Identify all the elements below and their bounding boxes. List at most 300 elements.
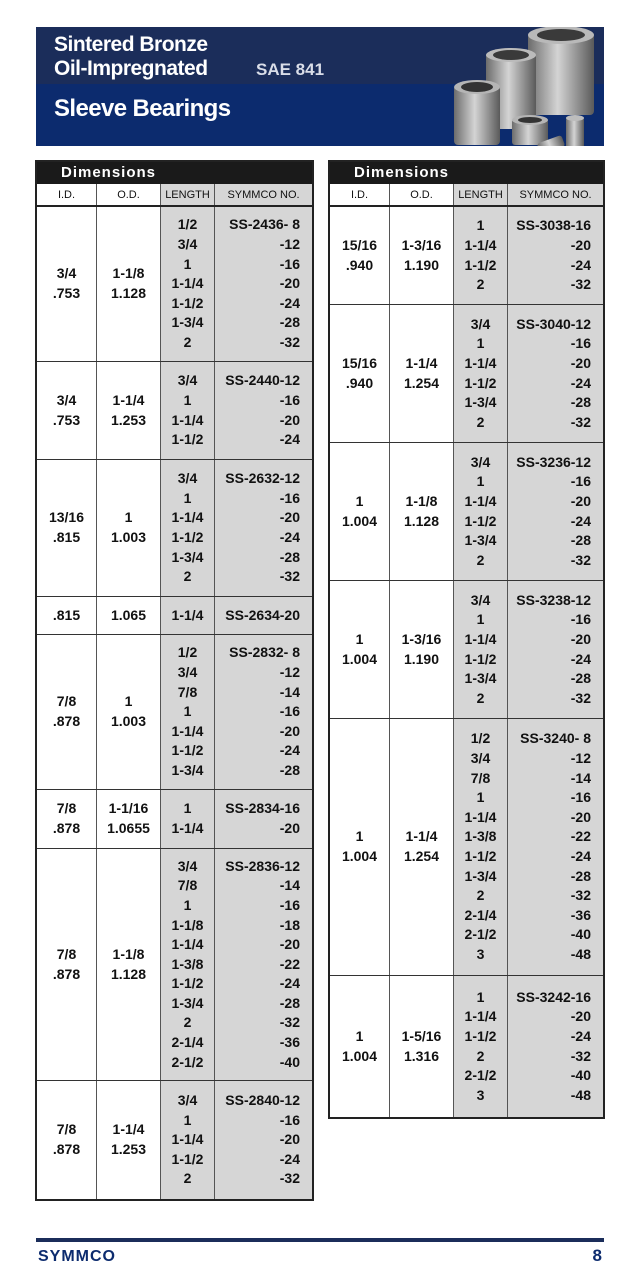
- od-cell: [390, 305, 454, 442]
- title-line-2: Oil-Impregnated: [54, 57, 208, 80]
- length-cell-value: 7/8: [177, 683, 198, 700]
- symmco-cell-value: -18: [279, 916, 300, 933]
- id-cell: [37, 362, 97, 459]
- od-cell: [97, 1081, 161, 1199]
- symmco-cell: [508, 719, 603, 975]
- length-cell-value: 3/4: [177, 236, 198, 253]
- symmco-cell-value: -48: [570, 1086, 591, 1103]
- length-cell-value: 3/4: [177, 470, 198, 487]
- symmco-cell-value: -20: [279, 411, 300, 428]
- title-line-1: Sintered Bronze: [54, 33, 208, 56]
- id-cell-value: 7/8: [56, 945, 77, 962]
- symmco-cell-value: -28: [279, 314, 300, 331]
- symmco-cell-value: -32: [570, 1047, 591, 1064]
- table-row: [37, 207, 312, 362]
- length-cell-value: 7/8: [177, 877, 198, 894]
- length-cell-value: 3/4: [177, 372, 198, 389]
- table-row: [330, 305, 603, 443]
- od-cell-value: 1.316: [403, 1047, 440, 1064]
- length-cell-value: 2: [476, 689, 485, 706]
- length-cell: [454, 976, 508, 1117]
- length-cell-value: 2: [183, 333, 192, 350]
- length-cell-value: 3/4: [470, 750, 491, 767]
- length-cell-value: 1/2: [177, 216, 198, 233]
- od-cell-value: 1-3/16: [401, 630, 442, 647]
- length-cell-value: 1-1/4: [171, 411, 204, 428]
- symmco-cell-value: -32: [570, 276, 591, 293]
- column-header-symmco: SYMMCO NO.: [508, 184, 603, 205]
- length-cell-value: 1: [476, 789, 485, 806]
- od-cell-value: 1.065: [110, 606, 147, 623]
- length-cell-value: 1-1/4: [464, 354, 497, 371]
- length-cell-value: 1-3/8: [464, 828, 497, 845]
- od-cell-value: 1.003: [110, 713, 147, 729]
- length-cell-value: 1-1/4: [171, 722, 204, 739]
- symmco-cell: [215, 362, 312, 459]
- id-cell-value: .815: [52, 606, 81, 623]
- symmco-cell: [508, 976, 603, 1117]
- length-cell-value: 1-3/4: [464, 532, 497, 549]
- length-cell: [454, 207, 508, 304]
- id-cell: [330, 581, 390, 718]
- od-cell-value: 1.254: [403, 374, 440, 391]
- symmco-cell: [215, 460, 312, 596]
- od-cell-value: 1-1/8: [405, 492, 438, 509]
- id-cell-value: 1: [355, 492, 364, 509]
- symmco-cell-value: -16: [279, 1111, 300, 1128]
- length-cell-value: 1-1/2: [171, 975, 204, 992]
- length-cell-value: 1: [183, 489, 192, 506]
- length-cell-value: 1-1/2: [171, 431, 204, 448]
- symmco-cell-value: -24: [570, 374, 591, 391]
- length-cell-value: 1: [183, 703, 192, 720]
- footer-brand: SYMMCO: [38, 1248, 116, 1265]
- id-cell: [330, 976, 390, 1117]
- length-cell-value: 1-1/4: [171, 606, 204, 623]
- length-cell-value: 3/4: [470, 315, 491, 332]
- od-cell-value: 1.253: [110, 1141, 147, 1157]
- column-header-length: LENGTH: [454, 184, 508, 205]
- id-cell-value: 3/4: [56, 265, 77, 282]
- od-cell: [390, 443, 454, 580]
- symmco-cell-value: -14: [279, 877, 300, 894]
- od-cell-value: 1.190: [403, 256, 440, 273]
- symmco-cell-value: -32: [279, 568, 300, 585]
- length-cell-value: 1-3/4: [464, 670, 497, 687]
- length-cell-value: 1-1/4: [171, 820, 204, 836]
- footer-rule: [36, 1238, 604, 1242]
- symmco-cell-value: -32: [570, 413, 591, 430]
- table-row: [330, 207, 603, 305]
- symmco-cell-value: -28: [570, 532, 591, 549]
- symmco-cell-value: -24: [570, 650, 591, 667]
- length-cell-value: 3/4: [470, 591, 491, 608]
- table-body: [330, 207, 603, 1117]
- symmco-cell-value: SS-3238-12: [516, 591, 591, 608]
- length-cell: [161, 460, 215, 596]
- header-banner: [36, 27, 604, 146]
- table-row: [330, 443, 603, 581]
- length-cell-value: 2: [476, 887, 485, 904]
- symmco-cell-value: SS-3240- 8: [520, 730, 591, 747]
- symmco-cell-value: SS-2834-16: [225, 800, 300, 817]
- length-cell-value: 1-1/8: [171, 916, 204, 933]
- table-row: [37, 635, 312, 790]
- symmco-cell-value: -32: [570, 551, 591, 568]
- length-cell-value: 2: [183, 568, 192, 585]
- bushings-photo-icon: [434, 27, 604, 146]
- od-cell-value: 1.128: [110, 285, 147, 301]
- symmco-cell: [215, 790, 312, 848]
- od-cell-value: 1.128: [110, 965, 147, 982]
- symmco-cell-value: -20: [570, 630, 591, 647]
- length-cell-value: 3/4: [177, 664, 198, 681]
- length-cell-value: 2-1/2: [464, 1067, 497, 1084]
- length-cell: [454, 581, 508, 718]
- symmco-cell-value: -20: [570, 236, 591, 253]
- id-cell-value: .753: [52, 285, 81, 301]
- table-title: Dimensions: [37, 162, 312, 184]
- symmco-cell-value: -20: [279, 509, 300, 526]
- symmco-cell-value: -28: [570, 670, 591, 687]
- symmco-cell-value: -24: [279, 431, 300, 448]
- symmco-cell-value: SS-2634-20: [225, 606, 300, 623]
- od-cell: [390, 581, 454, 718]
- od-cell-value: 1.003: [110, 529, 147, 545]
- length-cell-value: 2-1/4: [464, 906, 497, 923]
- symmco-cell-value: -22: [279, 955, 300, 972]
- column-headers: [37, 184, 312, 207]
- length-cell: [161, 849, 215, 1080]
- id-cell-value: 3/4: [56, 391, 77, 408]
- symmco-cell: [508, 207, 603, 304]
- id-cell: [330, 305, 390, 442]
- length-cell-value: 1-1/4: [464, 630, 497, 647]
- column-header-symmco: SYMMCO NO.: [215, 184, 312, 205]
- symmco-cell-value: -32: [570, 689, 591, 706]
- od-cell: [97, 635, 161, 789]
- od-cell-value: 1-5/16: [401, 1027, 442, 1044]
- symmco-cell-value: -14: [570, 769, 591, 786]
- length-cell-value: 2: [183, 1170, 192, 1187]
- id-cell-value: 1: [355, 828, 364, 845]
- od-cell: [97, 597, 161, 634]
- length-cell-value: 3: [476, 1086, 485, 1103]
- symmco-cell-value: -12: [570, 750, 591, 767]
- symmco-cell-value: SS-3040-12: [516, 315, 591, 332]
- table-row: [330, 581, 603, 719]
- symmco-cell-value: -28: [279, 548, 300, 565]
- length-cell-value: 1: [183, 800, 192, 817]
- od-cell: [97, 207, 161, 361]
- od-cell: [390, 719, 454, 975]
- od-cell-value: 1-1/8: [112, 945, 145, 962]
- symmco-cell-value: -16: [279, 896, 300, 913]
- id-cell: [330, 719, 390, 975]
- id-cell: [37, 849, 97, 1080]
- symmco-cell: [508, 443, 603, 580]
- symmco-cell-value: -24: [279, 529, 300, 545]
- symmco-cell: [215, 597, 312, 634]
- id-cell-value: 15/16: [341, 236, 378, 253]
- symmco-cell-value: -16: [279, 391, 300, 408]
- symmco-cell-value: -32: [279, 1170, 300, 1187]
- symmco-cell-value: -16: [279, 255, 300, 272]
- symmco-cell-value: -24: [279, 1150, 300, 1167]
- length-cell-value: 2: [476, 551, 485, 568]
- length-cell-value: 1-3/4: [171, 314, 204, 331]
- length-cell-value: 2-1/2: [464, 926, 497, 943]
- id-cell-value: 7/8: [56, 693, 77, 710]
- id-cell-value: .878: [52, 820, 81, 836]
- symmco-cell-value: -36: [279, 1034, 300, 1051]
- length-cell: [161, 207, 215, 361]
- symmco-cell-value: -22: [570, 828, 591, 845]
- length-cell-value: 1-1/4: [464, 492, 497, 509]
- length-cell-value: 1-1/4: [171, 275, 204, 292]
- symmco-cell-value: -20: [570, 808, 591, 825]
- length-cell-value: 1-1/2: [464, 256, 497, 273]
- length-cell-value: 1-1/4: [464, 236, 497, 253]
- length-cell-value: 2: [476, 276, 485, 293]
- length-cell-value: 1/2: [177, 644, 198, 661]
- symmco-cell-value: SS-2840-12: [225, 1092, 300, 1109]
- symmco-cell: [215, 207, 312, 361]
- length-cell-value: 1-1/4: [464, 808, 497, 825]
- id-cell-value: .940: [345, 374, 374, 391]
- od-cell-value: 1-1/16: [108, 800, 149, 817]
- symmco-cell: [215, 849, 312, 1080]
- id-cell: [330, 443, 390, 580]
- symmco-cell-value: -32: [279, 333, 300, 350]
- length-cell-value: 1-1/2: [171, 742, 204, 759]
- length-cell-value: 3/4: [177, 1092, 198, 1109]
- length-cell-value: 1-3/4: [171, 761, 204, 778]
- length-cell-value: 1: [183, 255, 192, 272]
- length-cell-value: 2-1/4: [171, 1034, 204, 1051]
- length-cell-value: 1-1/2: [171, 294, 204, 311]
- length-cell-value: 1: [183, 1111, 192, 1128]
- length-cell-value: 1-3/4: [464, 867, 497, 884]
- symmco-cell-value: -40: [279, 1053, 300, 1070]
- od-cell-value: 1.0655: [107, 820, 150, 836]
- symmco-cell-value: SS-2632-12: [225, 470, 300, 487]
- length-cell-value: 1: [476, 611, 485, 628]
- symmco-cell-value: -24: [279, 975, 300, 992]
- od-cell-value: 1-1/4: [405, 354, 438, 371]
- table-row: [37, 597, 312, 635]
- id-cell: [37, 790, 97, 848]
- length-cell: [161, 790, 215, 848]
- symmco-cell: [508, 581, 603, 718]
- symmco-cell-value: -28: [570, 867, 591, 884]
- symmco-cell-value: -16: [570, 789, 591, 806]
- length-cell-value: 1-1/2: [171, 529, 204, 545]
- id-cell-value: 1.004: [341, 512, 378, 529]
- length-cell-value: 1-3/4: [464, 394, 497, 411]
- od-cell: [390, 207, 454, 304]
- id-cell: [37, 460, 97, 596]
- od-cell: [97, 790, 161, 848]
- symmco-cell-value: -40: [570, 926, 591, 943]
- od-cell-value: 1: [124, 693, 133, 710]
- symmco-cell-value: -28: [279, 761, 300, 778]
- od-cell-value: 1-1/4: [112, 391, 145, 408]
- symmco-cell-value: -20: [279, 1131, 300, 1148]
- symmco-cell-value: -36: [570, 906, 591, 923]
- length-cell-value: 2: [476, 413, 485, 430]
- length-cell-value: 1-1/4: [171, 936, 204, 953]
- symmco-cell-value: SS-2440-12: [225, 372, 300, 389]
- length-cell-value: 1-1/2: [464, 1027, 497, 1044]
- table-row: [37, 790, 312, 849]
- column-header-length: LENGTH: [161, 184, 215, 205]
- symmco-cell-value: SS-2436- 8: [229, 216, 300, 233]
- od-cell-value: 1.128: [403, 512, 440, 529]
- id-cell-value: 1.004: [341, 848, 378, 864]
- symmco-cell-value: -24: [279, 294, 300, 311]
- length-cell-value: 2: [476, 1047, 485, 1064]
- od-cell-value: 1-1/8: [112, 265, 145, 282]
- symmco-cell-value: -20: [570, 492, 591, 509]
- id-cell: [37, 1081, 97, 1199]
- table-row: [37, 1081, 312, 1199]
- symmco-cell-value: -12: [279, 664, 300, 681]
- symmco-cell-value: -28: [279, 994, 300, 1011]
- id-cell: [330, 207, 390, 304]
- id-cell: [37, 635, 97, 789]
- id-cell-value: .878: [52, 965, 81, 982]
- id-cell-value: .878: [52, 713, 81, 729]
- column-headers: [330, 184, 603, 207]
- symmco-cell: [508, 305, 603, 442]
- table-row: [330, 719, 603, 976]
- length-cell-value: 1: [183, 391, 192, 408]
- length-cell-value: 1-1/2: [171, 1150, 204, 1167]
- length-cell: [161, 635, 215, 789]
- symmco-cell: [215, 1081, 312, 1199]
- id-cell: [37, 207, 97, 361]
- od-cell-value: 1: [124, 509, 133, 526]
- length-cell: [454, 719, 508, 975]
- length-cell-value: 1-1/2: [464, 848, 497, 864]
- length-cell-value: 3/4: [470, 453, 491, 470]
- symmco-cell-value: -20: [570, 354, 591, 371]
- id-cell-value: 1: [355, 1027, 364, 1044]
- length-cell-value: 1: [183, 896, 192, 913]
- table-row: [330, 976, 603, 1117]
- symmco-cell-value: SS-2836-12: [225, 857, 300, 874]
- symmco-cell-value: -24: [570, 256, 591, 273]
- length-cell-value: 1-1/4: [464, 1008, 497, 1025]
- length-cell: [454, 443, 508, 580]
- id-cell-value: 7/8: [56, 1121, 77, 1138]
- symmco-cell-value: -20: [279, 722, 300, 739]
- column-header-od: O.D.: [97, 184, 161, 205]
- od-cell-value: 1-1/4: [405, 828, 438, 845]
- od-cell: [97, 362, 161, 459]
- length-cell-value: 1-1/2: [464, 650, 497, 667]
- length-cell-value: 7/8: [470, 769, 491, 786]
- symmco-cell-value: SS-3236-12: [516, 453, 591, 470]
- od-cell: [97, 849, 161, 1080]
- table-title: Dimensions: [330, 162, 603, 184]
- length-cell-value: 1-3/4: [171, 548, 204, 565]
- dimensions-table-left: [35, 160, 314, 1201]
- od-cell-value: 1.254: [403, 848, 440, 864]
- length-cell-value: 1-1/4: [171, 509, 204, 526]
- od-cell-value: 1.190: [403, 650, 440, 667]
- length-cell-value: 1: [476, 473, 485, 490]
- symmco-cell-value: -16: [279, 703, 300, 720]
- od-cell: [390, 976, 454, 1117]
- symmco-cell-value: SS-3242-16: [516, 988, 591, 1005]
- symmco-cell-value: -16: [570, 335, 591, 352]
- symmco-cell-value: -28: [570, 394, 591, 411]
- column-header-id: I.D.: [37, 184, 97, 205]
- length-cell: [161, 1081, 215, 1199]
- length-cell: [454, 305, 508, 442]
- table-row: [37, 460, 312, 597]
- symmco-cell-value: -12: [279, 236, 300, 253]
- length-cell-value: 1-3/8: [171, 955, 204, 972]
- length-cell-value: 1-1/2: [464, 512, 497, 529]
- symmco-cell-value: SS-3038-16: [516, 217, 591, 234]
- dimensions-table-right: [328, 160, 605, 1119]
- id-cell-value: .878: [52, 1141, 81, 1157]
- symmco-cell-value: -20: [279, 820, 300, 836]
- symmco-cell-value: -20: [279, 275, 300, 292]
- length-cell-value: 1-1/4: [171, 1131, 204, 1148]
- symmco-cell-value: -14: [279, 683, 300, 700]
- length-cell-value: 1: [476, 217, 485, 234]
- symmco-cell-value: -16: [279, 489, 300, 506]
- od-cell: [97, 460, 161, 596]
- length-cell-value: 1/2: [470, 730, 491, 747]
- id-cell-value: 1.004: [341, 1047, 378, 1064]
- symmco-cell-value: -32: [279, 1014, 300, 1031]
- od-cell-value: 1-1/4: [112, 1121, 145, 1138]
- length-cell-value: 1: [476, 335, 485, 352]
- page-number: 8: [592, 1246, 602, 1265]
- symmco-cell-value: SS-2832- 8: [229, 644, 300, 661]
- length-cell-value: 1: [476, 988, 485, 1005]
- id-cell-value: .940: [345, 256, 374, 273]
- id-cell-value: 13/16: [48, 509, 85, 526]
- symmco-cell-value: -24: [570, 848, 591, 864]
- table-row: [37, 362, 312, 460]
- length-cell-value: 3: [476, 945, 485, 962]
- id-cell-value: .753: [52, 411, 81, 428]
- page-subtitle: Sleeve Bearings: [54, 95, 231, 122]
- symmco-cell-value: -32: [570, 887, 591, 904]
- id-cell-value: .815: [52, 529, 81, 545]
- column-header-od: O.D.: [390, 184, 454, 205]
- id-cell-value: 7/8: [56, 800, 77, 817]
- od-cell-value: 1-3/16: [401, 236, 442, 253]
- length-cell-value: 1-1/2: [464, 374, 497, 391]
- id-cell-value: 1: [355, 630, 364, 647]
- symmco-cell-value: -20: [570, 1008, 591, 1025]
- symmco-cell-value: -24: [279, 742, 300, 759]
- symmco-cell-value: -24: [570, 512, 591, 529]
- symmco-cell-value: -48: [570, 945, 591, 962]
- symmco-cell-value: -16: [570, 611, 591, 628]
- symmco-cell-value: -20: [279, 936, 300, 953]
- symmco-cell: [215, 635, 312, 789]
- id-cell: [37, 597, 97, 634]
- table-row: [37, 849, 312, 1081]
